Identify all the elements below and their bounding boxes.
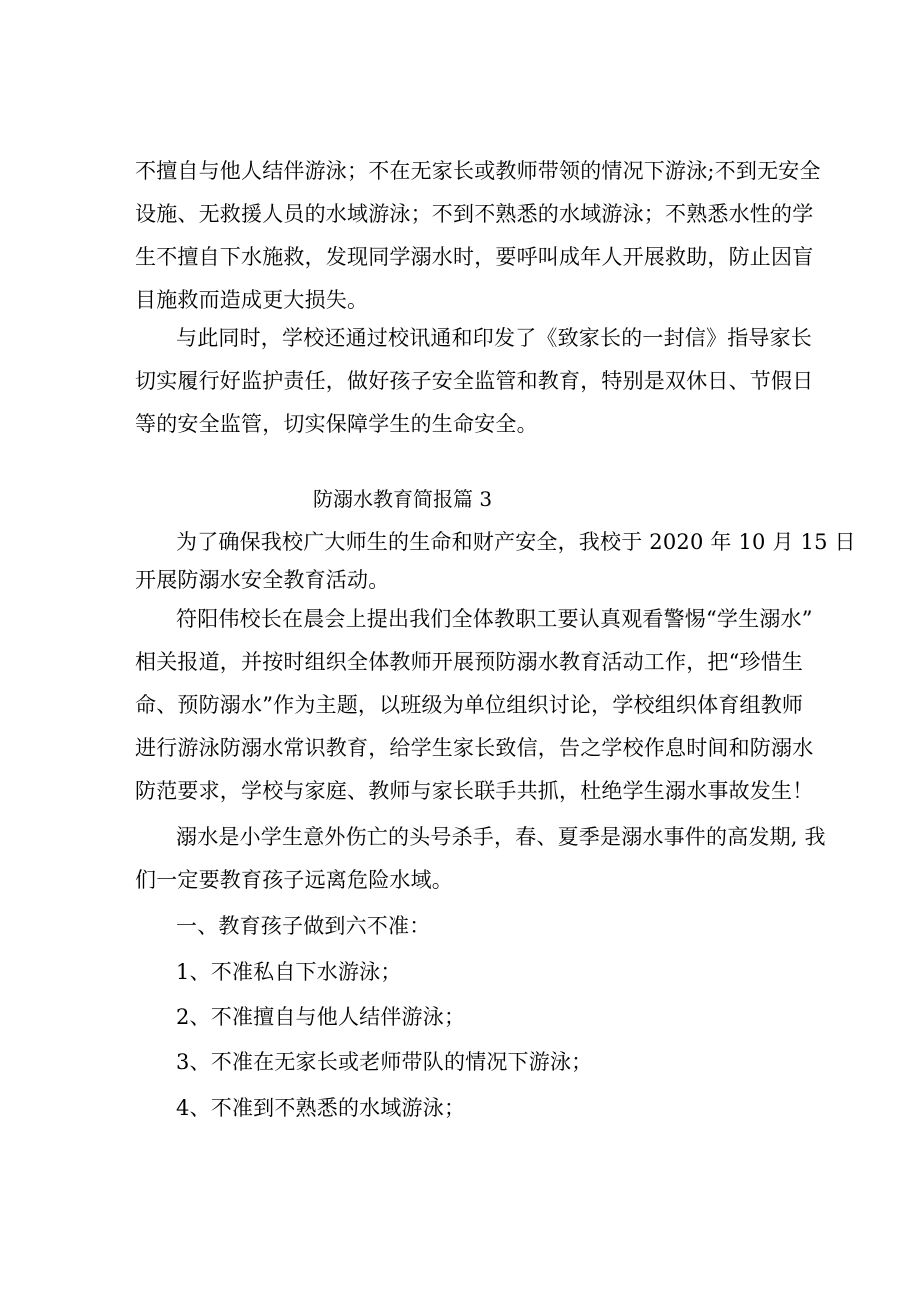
paragraph-3-line-2: 开展防溺水安全教育活动。 bbox=[135, 568, 390, 592]
list-item-4: 4、不准到不熟悉的水域游泳； bbox=[176, 1096, 466, 1120]
list-heading: 一、教育孩子做到六不准： bbox=[176, 914, 431, 938]
paragraph-2-line-1: 与此同时，学校还通过校讯通和印发了《致家长的一封信》指导家长 bbox=[176, 326, 812, 350]
paragraph-4-line-4: 进行游泳防溺水常识教育，给学生家长致信，告之学校作息时间和防溺水 bbox=[135, 736, 814, 760]
paragraph-4-line-5: 防范要求，学校与家庭、教师与家长联手共抓，杜绝学生溺水事故发生！ bbox=[135, 779, 814, 803]
paragraph-5-line-2: 们一定要教育孩子远离危险水域。 bbox=[135, 868, 453, 892]
paragraph-1-line-1: 不擅自与他人结伴游泳；不在无家长或教师带领的情况下游泳;不到无安全 bbox=[135, 159, 821, 183]
paragraph-1-line-4: 目施救而造成更大损失。 bbox=[135, 288, 369, 312]
list-item-2: 2、不准擅自与他人结伴游泳； bbox=[176, 1005, 466, 1029]
section-title: 防溺水教育简报篇 3 bbox=[313, 487, 493, 511]
paragraph-3-line-1: 为了确保我校广大师生的生命和财产安全，我校于 2020 年 10 月 15 日 bbox=[176, 530, 856, 554]
paragraph-5-line-1: 溺水是小学生意外伤亡的头号杀手，春、夏季是溺水事件的高发期, 我 bbox=[176, 825, 826, 849]
paragraph-2-line-2: 切实履行好监护责任，做好孩子安全监管和教育，特别是双休日、节假日 bbox=[135, 369, 814, 393]
paragraph-4-line-3: 命、预防溺水”作为主题，以班级为单位组织讨论，学校组织体育组教师 bbox=[135, 693, 804, 717]
paragraph-1-line-2: 设施、无救援人员的水域游泳；不到不熟悉的水域游泳；不熟悉水性的学 bbox=[135, 202, 814, 226]
paragraph-4-line-2: 相关报道，并按时组织全体教师开展预防溺水教育活动工作，把“珍惜生 bbox=[135, 650, 804, 674]
paragraph-4-line-1: 符阳伟校长在晨会上提出我们全体教职工要认真观看警惕“学生溺水” bbox=[176, 607, 813, 631]
list-item-1: 1、不准私自下水游泳； bbox=[176, 960, 402, 984]
list-item-3: 3、不准在无家长或老师带队的情况下游泳； bbox=[176, 1050, 593, 1074]
paragraph-1-line-3: 生不擅自下水施救，发现同学溺水时，要呼叫成年人开展救助，防止因盲 bbox=[135, 245, 814, 269]
paragraph-2-line-3: 等的安全监管，切实保障学生的生命安全。 bbox=[135, 412, 538, 436]
